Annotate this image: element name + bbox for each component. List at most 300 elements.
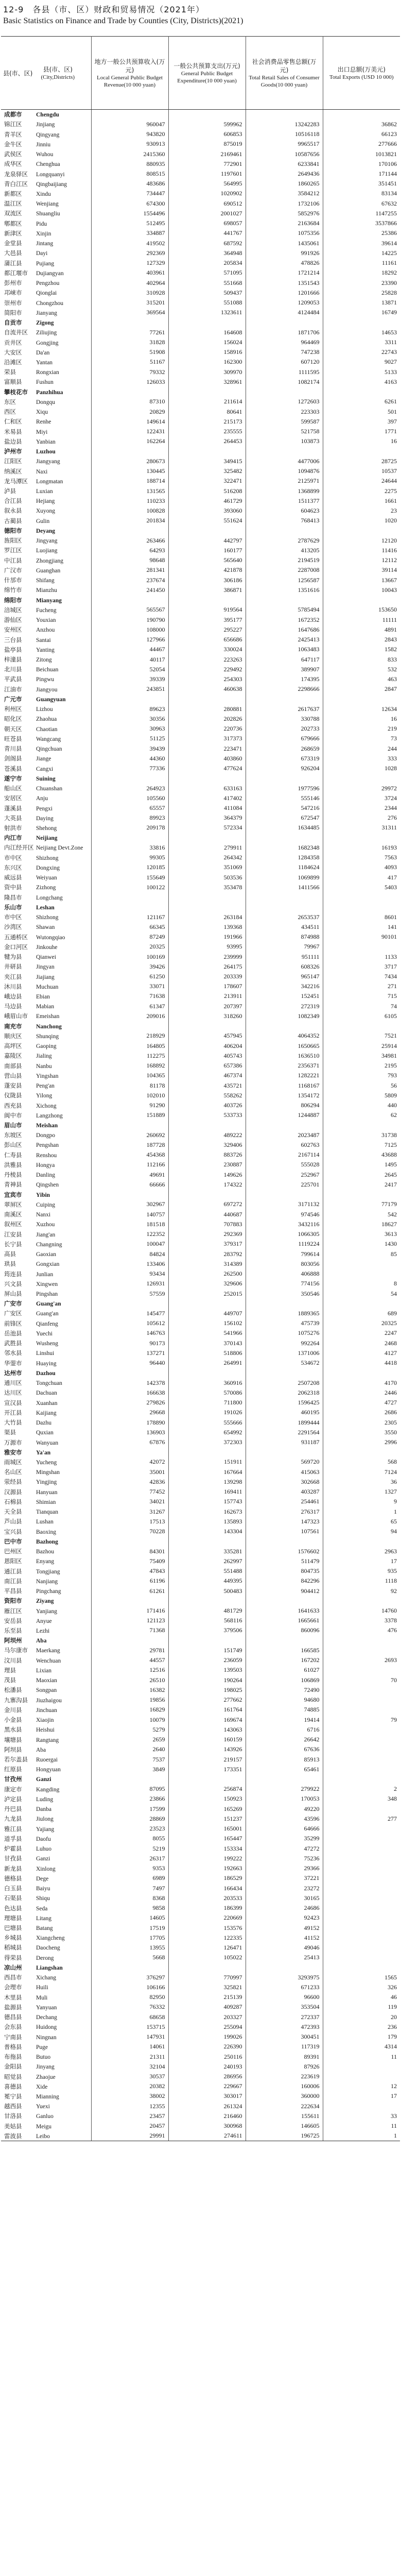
expenditure-cell [168,526,246,535]
city-name-en: Mianzhu [36,587,57,594]
city-name-cn: 隆昌市 [4,893,22,901]
revenue-cell: 6989 [91,1873,168,1883]
expenditure-cell [168,1447,246,1457]
exports-cell: 83134 [381,190,397,197]
expenditure-cell: 149626 [168,1170,246,1180]
city-name-en: Neijiang [36,835,58,842]
exports-cell: 793 [388,1072,397,1079]
city-cell [1,873,91,883]
city-cell [1,1715,91,1724]
table-row [1,506,400,516]
exports-cell [323,1834,400,1843]
retail-sales-cell: 4477006 [246,456,323,466]
table-row [1,1309,400,1318]
table-row [1,1973,400,1982]
city-name-en: Dazhu [36,1420,52,1427]
city-cell [1,853,91,862]
expenditure-cell [168,694,246,704]
city-name-en: Jiulong [36,1816,54,1823]
city-cell [1,1457,91,1467]
exports-cell: 31311 [381,824,397,832]
exports-cell: 1118 [385,1577,397,1585]
city-name-cn: 青神县 [4,1181,22,1189]
column-header-exports [323,37,400,110]
table-row [1,1834,400,1843]
exports-cell [323,1269,400,1279]
city-cell [1,377,91,387]
city-name-en: Qianwei [36,954,56,961]
city-name-en: Zitong [36,657,52,663]
city-name-en: Shifang [36,578,55,584]
city-name-cn: 茂县 [4,1676,16,1684]
retail-sales-cell: 3584212 [246,189,323,198]
retail-sales-cell [246,1021,323,1031]
exports-cell [323,1765,400,1774]
table-row [1,357,400,367]
expenditure-cell: 264453 [168,436,246,446]
revenue-cell: 127966 [91,635,168,645]
city-name-cn: 苍溪县 [4,765,22,772]
retail-sales-cell: 1063483 [246,645,323,654]
city-cell [1,1417,91,1427]
revenue-cell: 61347 [91,1002,168,1011]
city-name-en: Chengdu [36,112,59,118]
city-name-en: Chuanshan [36,786,63,792]
city-cell [1,1943,91,1953]
table-row [1,298,400,308]
revenue-cell [91,387,168,397]
revenue-cell: 71368 [91,1625,168,1635]
table-row [1,1655,400,1665]
city-cell [1,506,91,516]
city-cell [1,1566,91,1576]
expenditure-cell: 174322 [168,1180,246,1190]
city-name-cn: 安州区 [4,626,22,634]
city-cell [1,922,91,932]
revenue-cell: 66666 [91,1180,168,1190]
expenditure-cell: 656686 [168,635,246,645]
table-row [1,575,400,585]
city-cell [1,1348,91,1358]
expenditure-cell: 167664 [168,1467,246,1477]
retail-sales-cell: 1871706 [246,328,323,337]
city-name-cn: 金堂县 [4,240,22,247]
city-name-en: Aba [36,1747,46,1753]
retail-sales-cell: 61027 [246,1665,323,1675]
city-name-cn: 彭山区 [4,1141,22,1149]
city-cell [1,952,91,961]
table-row [1,2012,400,2022]
expenditure-cell: 1020902 [168,189,246,198]
city-name-cn: 达州市 [4,1369,22,1377]
city-name-en: Seda [36,1905,48,1912]
city-name-cn: 西区 [4,408,16,416]
table-row [1,1497,400,1506]
city-name-cn: 丹巴县 [4,1805,22,1813]
city-cell [1,2131,91,2141]
header-row [1,37,400,110]
city-name-en: Bazhou [36,1549,55,1555]
retail-sales-cell [246,1120,323,1130]
retail-sales-cell: 1244887 [246,1110,323,1120]
exports-cell: 11 [391,2122,397,2130]
table-row [1,347,400,357]
city-name-cn: 德阳市 [4,527,22,534]
revenue-cell: 77452 [91,1487,168,1497]
city-name-cn: 龙泉驿区 [4,170,28,178]
retail-sales-cell: 1721214 [246,268,323,278]
revenue-cell: 155649 [91,873,168,883]
revenue-cell: 28869 [91,1814,168,1824]
exports-cell [323,1943,400,1953]
revenue-cell: 87249 [91,932,168,942]
revenue-cell: 26510 [91,1675,168,1685]
expenditure-cell: 139503 [168,1665,246,1675]
revenue-cell: 105560 [91,793,168,803]
revenue-cell [91,902,168,912]
expenditure-cell: 203327 [168,2012,246,2022]
city-cell [1,120,91,129]
city-name-cn: 荣县 [4,368,16,376]
exports-cell: 141 [388,923,397,930]
revenue-cell [91,317,168,327]
revenue-cell: 8055 [91,1834,168,1843]
expenditure-cell: 300968 [168,2121,246,2131]
expenditure-cell: 565640 [168,555,246,565]
table-row [1,1061,400,1071]
table-row [1,2111,400,2121]
exports-cell [323,1953,400,1962]
city-name-cn: 夹江县 [4,973,22,980]
exports-cell: 2344 [385,804,397,812]
expenditure-cell: 280881 [168,704,246,714]
revenue-cell: 112275 [91,1051,168,1061]
expenditure-cell: 467374 [168,1071,246,1080]
city-name-en: Ziliujing [36,330,57,336]
revenue-cell: 112166 [91,1160,168,1170]
city-name-en: Liangshan [36,1964,63,1971]
city-name-cn: 布拖县 [4,2053,22,2061]
city-name-cn: 崇州市 [4,299,22,307]
statistics-table [1,36,400,2141]
city-name-cn: 木里县 [4,1993,22,2001]
city-name-cn: 达川区 [4,1389,22,1397]
expenditure-cell: 489222 [168,1130,246,1140]
city-cell [1,258,91,268]
city-name-en: Jintang [36,241,54,247]
city-name-en: Yuexi [36,2104,50,2110]
city-cell [1,149,91,159]
expenditure-cell: 364948 [168,248,246,258]
city-name-cn: 若尔盖县 [4,1756,28,1764]
exports-cell: 29972 [381,784,397,792]
city-cell [1,1636,91,1646]
exports-cell [323,1695,400,1705]
expenditure-cell: 191966 [168,932,246,942]
table-row [1,1417,400,1427]
city-cell [1,2052,91,2061]
revenue-cell: 483686 [91,179,168,189]
exports-cell: 74 [391,1002,397,1010]
table-row [1,1695,400,1705]
city-name-cn: 乐至县 [4,1626,22,1634]
retail-sales-cell: 152451 [246,991,323,1001]
revenue-cell [91,446,168,456]
expenditure-cell: 216460 [168,2111,246,2121]
city-name-en: Chaotian [36,726,58,733]
city-cell [1,1596,91,1606]
expenditure-cell: 211614 [168,397,246,406]
city-name-en: Nanbu [36,1063,52,1070]
revenue-cell: 42836 [91,1477,168,1487]
expenditure-cell: 158916 [168,347,246,357]
city-name-cn: 岳池县 [4,1329,22,1337]
retail-sales-cell [246,595,323,605]
exports-cell: 25828 [381,289,397,296]
column-header-retail [246,37,323,110]
revenue-cell: 264923 [91,783,168,793]
revenue-cell [91,1120,168,1130]
table-row [1,1378,400,1388]
city-name-cn: 眉山市 [4,1122,22,1129]
exports-cell: 170106 [378,160,397,167]
city-name-cn: 雷波县 [4,2132,22,2140]
expenditure-cell: 516208 [168,486,246,496]
city-name-cn: 青白江区 [4,180,28,188]
city-name-cn: 双流区 [4,210,22,217]
revenue-cell [91,110,168,120]
revenue-cell: 31267 [91,1507,168,1517]
city-cell [1,1437,91,1447]
table-row [1,1705,400,1715]
city-name-en: Rangtang [36,1737,59,1743]
expenditure-cell: 190264 [168,1675,246,1685]
retail-sales-cell [246,110,323,120]
exports-cell [323,1824,400,1834]
table-row [1,407,400,417]
retail-sales-cell: 24686 [246,1903,323,1913]
retail-sales-cell: 992264 [246,1338,323,1348]
city-name-en: Qingyang [36,131,60,138]
revenue-cell: 12516 [91,1665,168,1675]
city-cell [1,1140,91,1150]
city-name-cn: 名山区 [4,1468,22,1476]
retail-sales-cell: 1371006 [246,1348,323,1358]
city-cell [1,1388,91,1398]
city-cell [1,2091,91,2101]
expenditure-cell [168,1596,246,1606]
city-name-en: Mingshan [36,1469,60,1476]
exports-cell [323,1190,400,1199]
city-name-cn: 汶川县 [4,1656,22,1664]
expenditure-cell: 772901 [168,159,246,169]
city-cell [1,932,91,942]
retail-sales-cell: 67636 [246,1744,323,1754]
city-cell [1,357,91,367]
city-cell [1,169,91,179]
city-cell [1,110,91,120]
revenue-cell: 26317 [91,1854,168,1863]
revenue-cell: 105612 [91,1318,168,1328]
city-name-cn: 仁和区 [4,418,22,426]
table-row [1,1269,400,1279]
revenue-cell: 315201 [91,298,168,308]
city-name-en: Ruoergai [36,1757,58,1764]
city-name-en: Wuhou [36,151,54,158]
expenditure-cell: 169411 [168,1487,246,1497]
retail-sales-cell: 29366 [246,1863,323,1873]
expenditure-cell: 330024 [168,645,246,654]
column-header-revenue-en: Local General Public Budget Revenue(10 000 yuan) [97,74,163,88]
city-name-cn: 广元市 [4,695,22,703]
city-name-cn: 沙湾区 [4,923,22,931]
city-name-en: Yanyuan [36,2004,57,2011]
city-cell [1,1130,91,1140]
city-cell [1,1249,91,1259]
revenue-cell: 146763 [91,1328,168,1338]
expenditure-cell: 386871 [168,585,246,595]
retail-sales-cell: 1411566 [246,883,323,892]
expenditure-cell [168,1636,246,1646]
retail-sales-cell [246,1299,323,1309]
table-row [1,1754,400,1764]
exports-cell: 14653 [381,328,397,336]
retail-sales-cell: 860096 [246,1625,323,1635]
exports-cell: 12112 [381,556,397,564]
city-name-cn: 宝兴县 [4,1528,22,1535]
city-cell [1,407,91,417]
revenue-cell: 2415360 [91,149,168,159]
city-cell [1,1398,91,1408]
exports-cell: 397 [388,417,397,425]
retail-sales-cell: 555028 [246,1160,323,1170]
revenue-cell: 334887 [91,228,168,238]
revenue-cell: 140757 [91,1210,168,1219]
city-name-en: Dazhou [36,1370,56,1377]
city-name-cn: 东区 [4,398,16,405]
city-cell [1,1992,91,2002]
retail-sales-cell: 223619 [246,2072,323,2081]
retail-sales-cell: 647117 [246,654,323,664]
retail-sales-cell [246,773,323,783]
retail-sales-cell: 1354172 [246,1091,323,1100]
table-row [1,1903,400,1913]
table-row [1,654,400,664]
expenditure-cell: 151749 [168,1646,246,1655]
city-cell [1,1913,91,1923]
city-name-en: Wenjiang [36,201,59,208]
retail-sales-cell: 1641633 [246,1606,323,1616]
city-name-en: Ganzi [36,1776,51,1783]
city-name-cn: 前锋区 [4,1319,22,1327]
expenditure-cell: 599962 [168,120,246,129]
retail-sales-cell: 19414 [246,1715,323,1724]
city-name-cn: 自贡市 [4,319,22,327]
city-cell [1,2062,91,2072]
city-cell [1,387,91,397]
exports-cell: 833 [388,655,397,663]
city-name-cn: 罗江区 [4,547,22,554]
column-header-exports-cn: 出口总额(万美元) [337,65,386,73]
city-name-cn: 南部县 [4,1062,22,1070]
city-cell [1,981,91,991]
city-cell [1,1170,91,1180]
city-name-en: Peng'an [36,1083,55,1090]
retail-sales-cell: 951111 [246,952,323,961]
city-cell [1,645,91,654]
exports-cell: 542 [388,1210,397,1218]
group-header-row [1,1774,400,1784]
city-name-cn: 峨眉山市 [4,1012,28,1020]
city-cell [1,1289,91,1298]
expenditure-cell [168,317,246,327]
exports-cell [323,1744,400,1754]
exports-cell [323,1536,400,1546]
exports-cell: 2686 [385,1409,397,1416]
exports-cell: 18627 [381,1220,397,1228]
city-name-en: Shunqing [36,1033,59,1040]
city-cell [1,892,91,902]
revenue-cell: 130445 [91,466,168,476]
revenue-cell: 181518 [91,1219,168,1229]
exports-cell: 4170 [385,1379,397,1386]
expenditure-cell: 151911 [168,1457,246,1467]
city-cell [1,1507,91,1517]
table-row [1,1467,400,1477]
table-row [1,1210,400,1219]
city-name-en: Daocheng [36,1945,60,1952]
retail-sales-cell: 166585 [246,1646,323,1655]
city-name-en: Rongxian [36,369,59,376]
table-row [1,972,400,981]
retail-sales-cell: 1069899 [246,873,323,883]
revenue-cell: 32104 [91,2062,168,2072]
retail-sales-cell: 1201666 [246,288,323,298]
retail-sales-cell [246,694,323,704]
retail-sales-cell: 1511377 [246,496,323,506]
expenditure-cell [168,1299,246,1309]
city-name-cn: 成都市 [4,111,22,118]
table-row [1,1893,400,1903]
city-name-cn: 高坪区 [4,1042,22,1050]
group-header-row [1,773,400,783]
exports-cell: 39114 [381,566,397,574]
city-name-cn: 古蔺县 [4,517,22,524]
revenue-cell: 2659 [91,1735,168,1744]
table-row [1,1665,400,1675]
exports-cell: 11161 [381,259,397,267]
retail-sales-cell: 35299 [246,1834,323,1843]
table-row [1,2131,400,2141]
table-row [1,308,400,317]
revenue-cell: 79332 [91,367,168,377]
exports-cell: 5133 [385,368,397,376]
city-name-en: Fucheng [36,607,57,614]
city-name-cn: 德格县 [4,1874,22,1882]
retail-sales-cell: 272337 [246,2012,323,2022]
city-cell [1,1794,91,1804]
revenue-cell: 145477 [91,1309,168,1318]
expenditure-cell: 481729 [168,1606,246,1616]
exports-cell: 7125 [385,1141,397,1148]
revenue-cell: 68658 [91,2012,168,2022]
exports-cell: 689 [388,1309,397,1317]
exports-cell: 94 [391,1528,397,1535]
table-row [1,1933,400,1943]
exports-cell: 23 [391,506,397,514]
revenue-cell: 67876 [91,1437,168,1447]
revenue-cell: 51908 [91,347,168,357]
